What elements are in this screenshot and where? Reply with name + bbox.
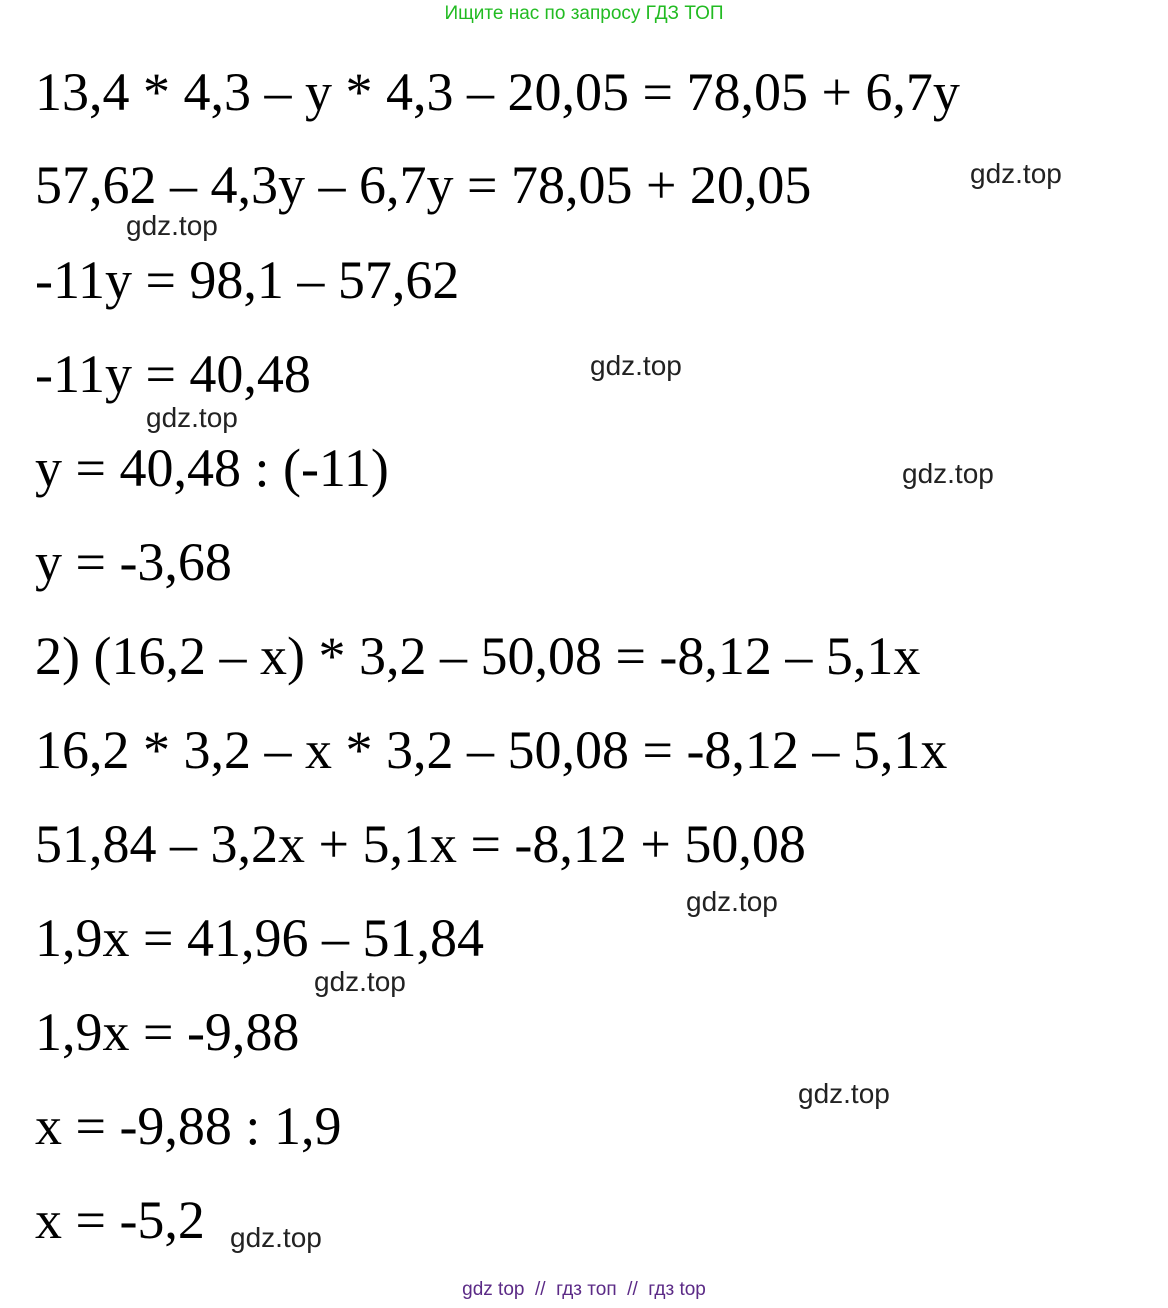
equation-line-9: 51,84 – 3,2x + 5,1x = -8,12 + 50,08 [35, 814, 806, 874]
equation-line-1: 13,4 * 4,3 – y * 4,3 – 20,05 = 78,05 + 6,7y [35, 62, 960, 122]
watermark: gdz.top [314, 966, 406, 997]
equation-line-2: 57,62 – 4,3y – 6,7y = 78,05 + 20,05 [35, 155, 812, 215]
equation-line-11: 1,9x = -9,88 [35, 1002, 300, 1062]
watermark: gdz.top [798, 1078, 890, 1109]
footer-links: gdz top // гдз топ // гдз top [462, 1279, 706, 1300]
watermark: gdz.top [126, 210, 218, 241]
watermark: gdz.top [590, 350, 682, 381]
equation-line-5: y = 40,48 : (-11) [35, 438, 389, 498]
header-banner: Ищите нас по запросу ГДЗ ТОП [444, 3, 724, 24]
equation-line-8: 16,2 * 3,2 – x * 3,2 – 50,08 = -8,12 – 5,1x [35, 720, 948, 780]
watermark: gdz.top [686, 886, 778, 917]
equation-line-12: x = -9,88 : 1,9 [35, 1096, 342, 1156]
equation-line-7: 2) (16,2 – x) * 3,2 – 50,08 = -8,12 – 5,1x [35, 626, 921, 686]
equation-line-10: 1,9x = 41,96 – 51,84 [35, 908, 484, 968]
watermark: gdz.top [146, 402, 238, 433]
watermark: gdz.top [970, 158, 1062, 189]
equation-line-4: -11y = 40,48 [35, 344, 311, 404]
equation-line-6: y = -3,68 [35, 532, 232, 592]
equation-line-3: -11y = 98,1 – 57,62 [35, 250, 460, 310]
watermark: gdz.top [902, 458, 994, 489]
equation-line-13: x = -5,2 [35, 1190, 205, 1250]
watermark: gdz.top [230, 1222, 322, 1253]
